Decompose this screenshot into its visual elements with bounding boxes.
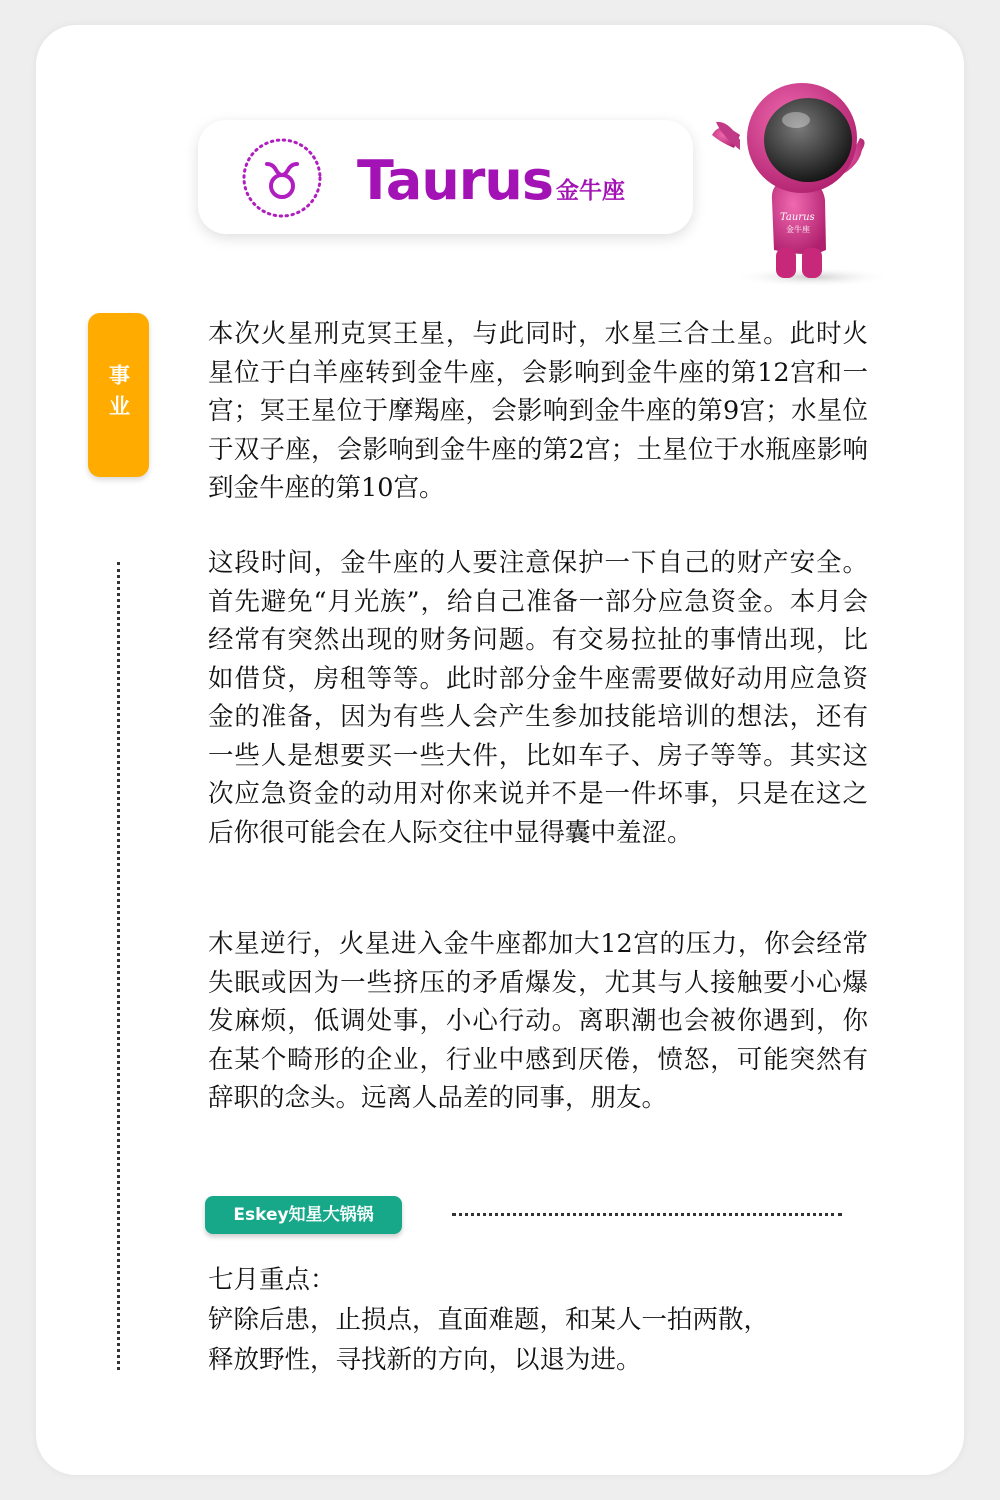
author-badge: Eskey知星大锅锅 — [205, 1196, 402, 1234]
paragraph-2: 这段时间，金牛座的人要注意保护一下自己的财产安全。首先避免“月光族”，给自己准备一部分应急资金。本月会经常有突然出现的财务问题。有交易拉扯的事情出现，比如借贷，房租等等。此时部分金牛座需要做好动用应急资金的准备，因为有些人会产生参加技能培训的想法，还有一些人是想要买一些大件，比如车子、房子等等。其实这次应急资金的动用对你来说并不是一件坏事，只是在这之后你很可能会在人际交往中显得囊中羞涩。 — [208, 548, 868, 848]
page-subtitle: 金牛座 — [556, 178, 625, 204]
astronaut-mascot-illustration — [700, 80, 900, 290]
paragraph-3: 木星逆行，火星进入金牛座都加大12宫的压力，你会经常失眠或因为一些挤压的矛盾爆发，尤其与人接触要小心爆发麻烦，低调处事，小心行动。离职潮也会被你遇到，你在某个畸形的企业，行业中感到厌倦，愤怒，可能突然有辞职的念头。远离人品差的同事，朋友。 — [208, 929, 868, 1113]
focus-line-1: 铲除后患，止损点，直面难题，和某人一拍两散， — [208, 1305, 770, 1335]
paragraph-1: 本次火星刑克冥王星，与此同时，水星三合土星。此时火星位于白羊座转到金牛座，会影响到金牛座的第12宫和一宫；冥王星位于摩羯座，会影响到金牛座的第9宫；水星位于双子座，会影响到金牛座的第2宫；土星位于水瓶座影响到金牛座的第10宫。 — [208, 319, 868, 503]
mascot-shirt-text: Taurus — [780, 212, 815, 223]
mascot-shirt-text-cn: 金牛座 — [786, 225, 810, 234]
section-tag-label: 事业 — [106, 364, 131, 426]
focus-title: 七月重点： — [208, 1265, 336, 1295]
taurus-sign-icon — [241, 137, 323, 219]
horizontal-dotted-divider — [452, 1213, 842, 1216]
section-tag-career — [88, 313, 149, 477]
focus-line-2: 释放野性，寻找新的方向，以退为进。 — [208, 1345, 642, 1375]
page-title: Taurus — [357, 149, 553, 212]
vertical-dotted-divider — [117, 562, 120, 1370]
